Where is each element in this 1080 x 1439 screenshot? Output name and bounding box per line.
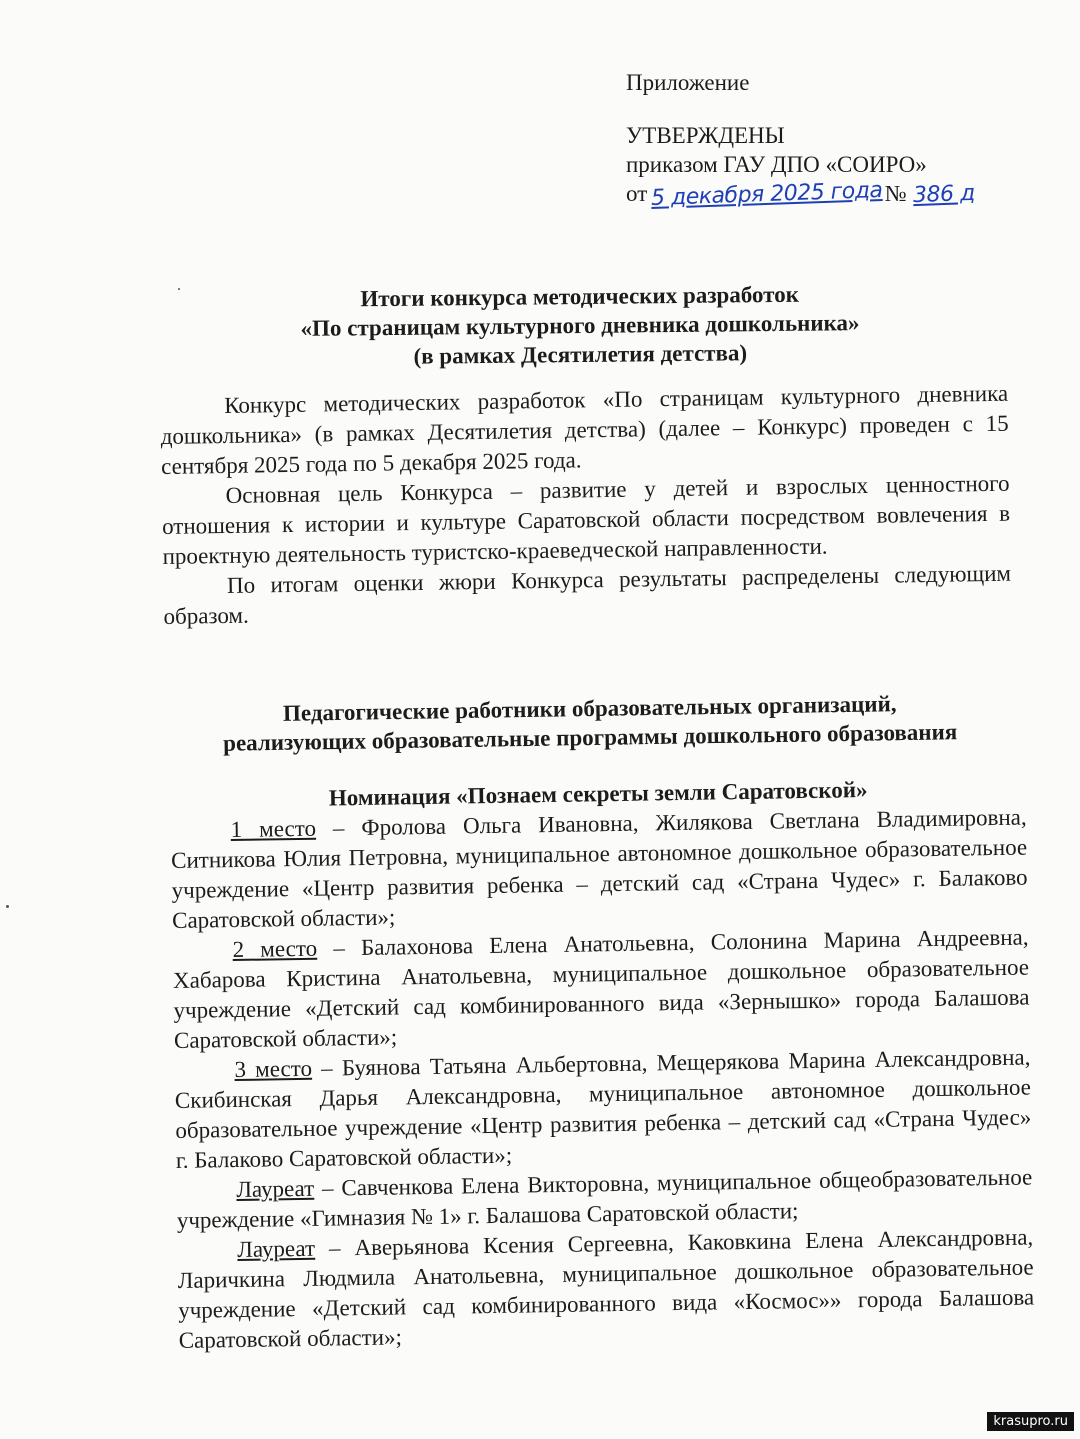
- order-line: приказом ГАУ ДПО «СОИРО»: [626, 152, 927, 177]
- intro-paragraph-2: Основная цель Конкурса – развитие у детей и взрослых ценностного отношения к истории и культуре Саратовской области посредством вовлечения в проектную деятельность туристско-краеведческой направленности.: [161, 470, 1011, 569]
- nomination-block: [170, 773, 1035, 1356]
- title-line-2: «По страницам культурного дневника дошкольника»: [300, 310, 860, 341]
- intro-text: [160, 379, 1012, 632]
- entry-text: – Аверьянова Ксения Сергеевна, Каковкина Елена Александровна, Ларичкина Людмила Анатольевна, муниципальное дошкольное образовательное учреждение «Детский сад комбинированного вида «Космос»» города Балашова Саратовской области»;: [177, 1224, 1035, 1353]
- entry-text: – Фролова Ольга Ивановна, Жилякова Светлана Владимировна, Ситникова Юлия Петровна, муниципальное автономное дошкольное образовательное учреждение «Центр развития ребенка – детский сад «Страна Чудес» г. Балаково Саратовской области»;: [170, 804, 1028, 933]
- entry-text: – Балахонова Елена Анатольевна, Солонина Марина Андреевна, Хабарова Кристина Анатольевна, муниципальное дошкольное образовательное учреждение «Детский сад комбинированного вида «Зернышко» города Балашова Саратовской области»;: [172, 924, 1030, 1053]
- scan-speck: [178, 288, 180, 290]
- intro-paragraph-3: По итогам оценки жюри Конкурса результаты распределены следующим образом.: [163, 560, 1012, 629]
- title-line-1: Итоги конкурса методических разработок: [360, 281, 800, 312]
- winner-entry: [174, 1043, 1032, 1176]
- document-title: [150, 277, 1011, 373]
- intro-paragraph-1: Конкурс методических разработок «По страницам культурного дневника дошкольника» (в рамках Десятилетия детства) (далее – Конкурс) проведен с 15 сентября 2025 года по 5 декабря 2025 года.: [160, 380, 1009, 479]
- winner-entry: [170, 803, 1028, 936]
- section-heading: [150, 687, 1031, 759]
- handwritten-number: 386 д: [912, 180, 975, 209]
- nomination-title: Номинация «Познаем секреты земли Саратовской»: [328, 777, 868, 811]
- place-label: 3 место: [234, 1055, 313, 1083]
- number-prefix: №: [884, 181, 907, 206]
- appendix-label: Приложение: [626, 70, 750, 95]
- handwritten-date: 5 декабря 2025 года: [650, 177, 884, 212]
- scan-speck: [6, 905, 9, 908]
- section-heading-line-2: реализующих образовательные программы дошкольного образования: [222, 719, 958, 756]
- laureate-entry: [177, 1222, 1035, 1355]
- entry-text: – Буянова Татьяна Альбертовна, Мещерякова Марина Александровна, Скибинская Дарья Александровна, муниципальное автономное дошкольное образовательное учреждение «Центр развития ребенка – детский сад «Страна Чудес» г. Балаково Саратовской области»;: [174, 1044, 1032, 1173]
- winner-entry: [172, 923, 1030, 1056]
- entry-text: – Савченкова Елена Викторовна, муниципальное общеобразовательное учреждение «Гимназия № 1» г. Балашова Саратовской области;: [176, 1164, 1033, 1233]
- order-date-line: [626, 177, 975, 212]
- place-label: 2 место: [232, 935, 318, 963]
- place-label: Лауреат: [236, 1175, 315, 1203]
- approved-label: УТВЕРЖДЕНЫ: [626, 123, 785, 148]
- section-heading-line-1: Педагогические работники образовательных организаций,: [282, 691, 897, 726]
- approval-block: [626, 68, 975, 212]
- title-line-3: (в рамках Десятилетия детства): [413, 340, 748, 369]
- watermark-label: krasupro.ru: [987, 1412, 1074, 1431]
- place-label: 1 место: [230, 815, 317, 843]
- place-label: Лауреат: [237, 1235, 316, 1262]
- from-prefix: от: [626, 181, 648, 206]
